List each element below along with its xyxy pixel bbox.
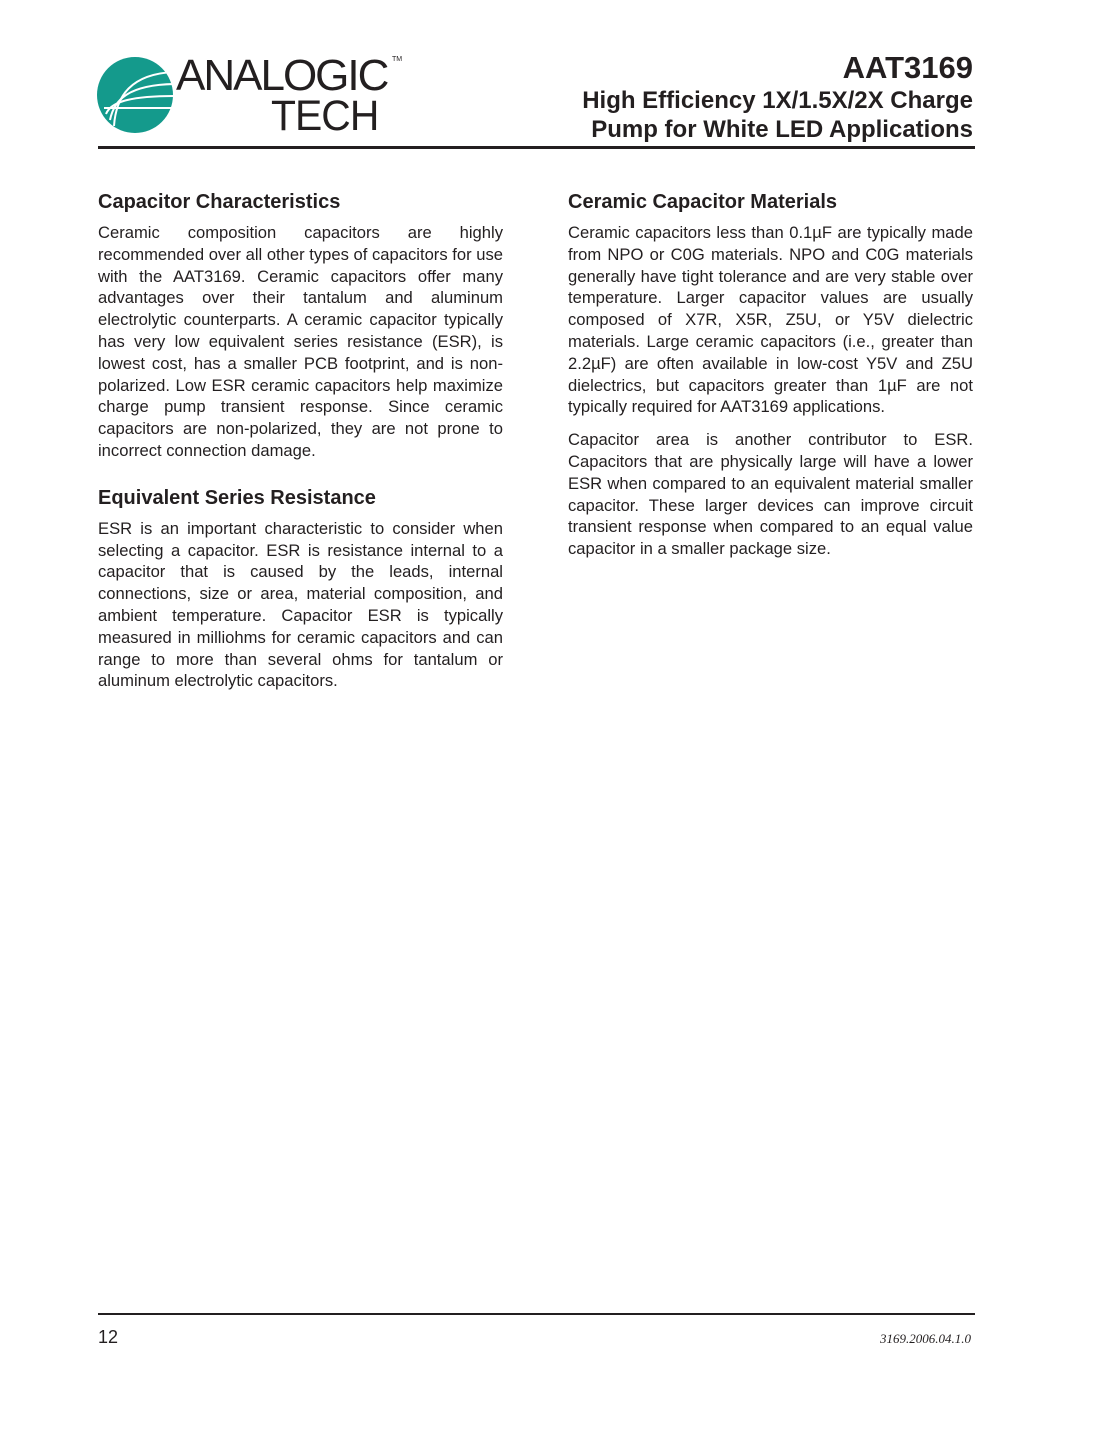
section-heading-capacitor-characteristics: Capacitor Characteristics [98, 191, 341, 213]
paragraph-capacitor-characteristics: Ceramic composition capacitors are highly recommended over all other types of capacitors for use with the AAT3169. Ceramic capacitors offer many advantages over their tantalum and aluminum electrolytic counterparts. A ceramic capacitor typically has very low equivalent series resistance (ESR), is lowest cost, has a smaller PCB footprint, and is non-polarized. Low ESR ceramic capacitors help maximize charge pump transient response. Since ceramic capacitors are non-polarized, they are not prone to incorrect connection damage. [98, 223, 503, 460]
section-heading-ceramic-materials: Ceramic Capacitor Materials [568, 191, 838, 213]
document-subtitle-line1: High Efficiency 1X/1.5X/2X Charge [582, 87, 973, 114]
trademark-mark: TM [392, 56, 403, 63]
paragraph-ceramic-materials: Ceramic capacitors less than 0.1µF are typically made from NPO or C0G materials. NPO and C0G materials generally have tight tolerance and are very stable over temperature. Larger capacitor values are usually composed of X7R, X5R, Z5U, or Y5V dielectric materials. Large ceramic capacitors (i.e., greater than 2.2µF) are often available in low-cost Y5V and Z5U dielectrics, but capacitors greater than 1µF are not typically required for AAT3169 applications. [568, 223, 973, 417]
document-id: 3169.2006.04.1.0 [880, 1331, 971, 1346]
page-number: 12 [98, 1327, 119, 1347]
paragraph-esr: ESR is an important characteristic to consider when selecting a capacitor. ESR is resistance internal to a capacitor that is caused by the leads, internal connections, size or area, material composition, and ambient temperature. Capacitor ESR is typically measured in milliohms for ceramic capacitors and can range to more than several ohms for tantalum or aluminum electrolytic capacitors. [98, 518, 503, 691]
company-logo [96, 51, 416, 140]
logo-wordmark-analogic: ANALOGIC [176, 51, 388, 100]
footer-divider [98, 1313, 975, 1315]
left-column [98, 188, 503, 692]
paragraph-capacitor-area: Capacitor area is another contributor to ESR. Capacitors that are physically large will have a lower ESR when compared to an equivalent material smaller capacitor. These larger devices can improve circuit transient response when compared to an equal value capacitor in a smaller package size. [568, 430, 973, 559]
section-heading-esr: Equivalent Series Resistance [98, 486, 376, 509]
logo-wordmark-tech: TECH [271, 92, 379, 140]
right-column [568, 188, 973, 560]
logo-globe-icon [96, 56, 174, 134]
header-divider [98, 146, 975, 149]
document-header [582, 50, 973, 144]
document-subtitle-line2: Pump for White LED Applications [591, 116, 973, 143]
part-number: AAT3169 [842, 50, 973, 85]
